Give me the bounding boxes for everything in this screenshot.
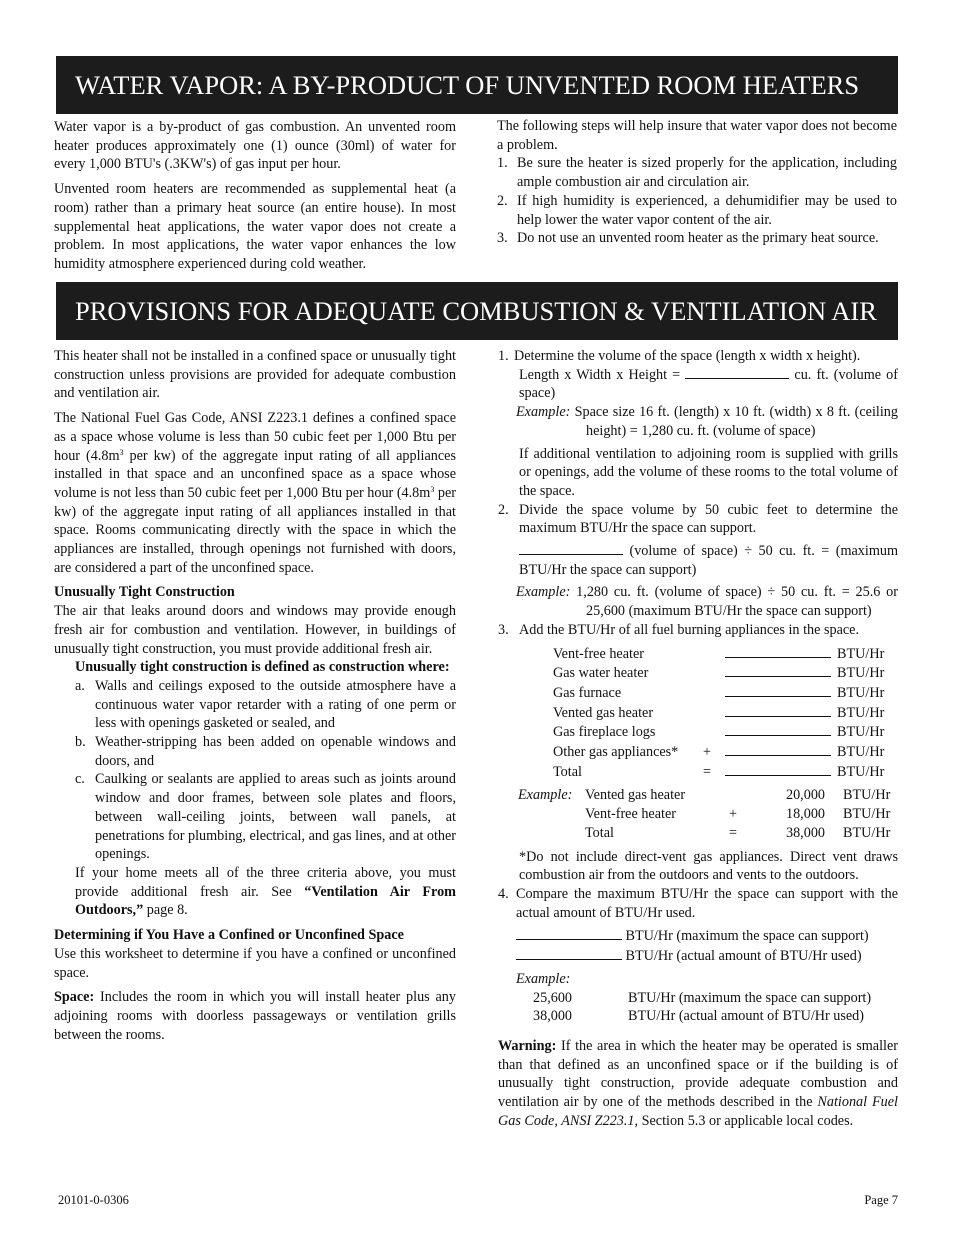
appliance-unit: BTU/Hr — [837, 724, 885, 741]
appliance-row — [553, 644, 884, 664]
appliance-operator — [703, 663, 725, 683]
worksheet-step-2: 2. Divide the space volume by 50 cubic feet to determine the maximum BTU/Hr the space can support. — [498, 501, 898, 537]
appliance-operator — [703, 644, 725, 664]
appliance-operator — [703, 703, 725, 723]
example-value: 20,000 — [785, 787, 825, 804]
example-unit: BTU/Hr — [843, 824, 891, 841]
appliance-unit: BTU/Hr — [837, 763, 885, 780]
example-unit: BTU/Hr — [843, 787, 891, 804]
example-appliance-name: Total — [585, 824, 614, 841]
appliance-name: Gas furnace — [553, 684, 622, 701]
example-appliance-name: Vented gas heater — [585, 787, 686, 804]
appliance-row — [553, 742, 884, 762]
example-row — [518, 805, 890, 824]
compare-used-line: BTU/Hr (actual amount of BTU/Hr used) — [516, 946, 898, 966]
tight-construction-definition: Unusually tight construction is defined as construction where: — [75, 659, 450, 676]
example-operator — [721, 786, 737, 805]
document-number: 20101-0-0306 — [58, 1193, 129, 1207]
appliance-name: Vented gas heater — [553, 704, 654, 721]
appliance-btu-table — [553, 644, 884, 782]
volume-blank-line — [685, 367, 789, 379]
appliance-unit: BTU/Hr — [837, 704, 885, 721]
water-vapor-steps-intro: The following steps will help insure that water vapor does not become a problem. — [497, 118, 897, 153]
example-label-cell: Example: — [518, 787, 573, 804]
example-row — [518, 786, 890, 805]
tight-construction-heading: Unusually Tight Construction — [54, 584, 235, 601]
determine-space-paragraph: Use this worksheet to determine if you have a confined or unconfined space. — [54, 945, 456, 981]
ventilation-air-reference: “Ventilation Air From Outdoors,” — [75, 883, 456, 919]
criteria-paragraph: If your home meets all of the three criteria above, you must provide additional fresh air. See “Ventilation Air From Outdoors,” page 8. — [75, 864, 456, 919]
appliance-unit: BTU/Hr — [837, 645, 885, 662]
compare-max-line: BTU/Hr (maximum the space can support) — [516, 926, 898, 946]
example-value: 38,000 — [785, 824, 825, 841]
max-btu-formula: (volume of space) ÷ 50 cu. ft. = (maximum BTU/Hr the space can support) — [519, 543, 898, 578]
worksheet-step-1: 1. Determine the volume of the space (length x width x height). — [498, 348, 861, 364]
worksheet-step-4: 4. Compare the maximum BTU/Hr the space can support with the actual amount of BTU/Hr used. — [498, 885, 898, 921]
worksheet-column — [498, 347, 898, 1130]
appliance-unit: BTU/Hr — [837, 744, 885, 761]
volume-example: Example: Space size 16 ft. (length) x 10 ft. (width) x 8 ft. (ceiling height) = 1,280 cu. ft. (volume of space) — [516, 404, 898, 439]
appliance-blank-line — [725, 762, 831, 776]
water-vapor-right-column — [497, 117, 897, 248]
appliance-example-table — [518, 786, 890, 842]
worksheet-step-3: 3. Add the BTU/Hr of all fuel burning appliances in the space. — [498, 621, 860, 638]
fuel-gas-code-paragraph: The National Fuel Gas Code, ANSI Z223.1 defines a confined space as a space whose volume is less than 50 cubic feet per 1,000 Btu per hour ($4.8m^3$ per kw) of the aggregate input rating of all appliances installed in that space and an unconfined space as a space whose volume is not less than 50 cubic feet per 1,000 Btu per hour ($4.8m^3$ per kw) of the aggregate input rating of all appliances installed in that space. Rooms communicating directly with the space in which the appliances are installed, through openings not furnished with doors, are considered a part of the unconfined space. — [54, 410, 456, 576]
appliance-blank-line — [725, 703, 831, 717]
tight-construction-paragraph: The air that leaks around doors and windows may provide enough fresh air for combustion and ventilation. However, in buildings of unusually tight construction, you must provide additional fresh air. — [54, 603, 456, 657]
appliance-row — [553, 703, 884, 723]
water-vapor-left-column — [54, 118, 456, 274]
appliance-blank-line — [725, 742, 831, 756]
appliance-row — [553, 683, 884, 703]
water-vapor-paragraph-2: Unvented room heaters are recommended as supplemental heat (a room) rather than a primary heat source (an entire house). In most supplemental heat applications, the water vapor does not create a problem. In most applications, the water vapor enhances the low humidity atmosphere experienced during cold weather. — [54, 181, 456, 272]
water-vapor-step-1: 1. Be sure the heater is sized properly for the application, including ample combustion air and circulation air. — [497, 155, 897, 191]
tight-construction-item-c: c. Caulking or sealants are applied to areas such as joints around window and door frames, between sole plates and floors, between wall-ceiling joints, between wall panels, at penetrations for plumbing, electrical, and gas lines, and at other openings. — [75, 771, 456, 863]
max-btu-blank-line — [519, 543, 623, 555]
warning-paragraph: Warning: If the area in which the heater may be operated is smaller than that defined as an unconfined space or if the building is of unusually tight construction, provide adequate combustion and ventilation air by one of the methods described in the National Fuel Gas Code, ANSI Z223.1, Section 5.3 or applicable local codes. — [498, 1037, 898, 1129]
section-title-combustion-air: PROVISIONS FOR ADEQUATE COMBUSTION & VENTILATION AIR — [56, 282, 898, 340]
max-btu-example: Example: 1,280 cu. ft. (volume of space) ÷ 50 cu. ft. = 25.6 or 25,600 (maximum BTU/Hr the space can support) — [516, 584, 898, 620]
example-label-cell — [518, 824, 585, 843]
appliance-blank-line — [725, 722, 831, 736]
example-value: 18,000 — [785, 806, 825, 823]
direct-vent-footnote: *Do not include direct-vent gas appliances. Direct vent draws combustion air from the outdoors and vents to the outdoors. — [519, 848, 898, 884]
appliance-name: Gas water heater — [553, 665, 649, 682]
combustion-left-column — [54, 347, 456, 1044]
example-row — [518, 824, 890, 843]
appliance-unit: BTU/Hr — [837, 684, 885, 701]
volume-formula: Length x Width x Height = cu. ft. (volume of space) — [519, 366, 898, 402]
appliance-operator: = — [703, 763, 712, 780]
example-operator: = — [728, 824, 737, 841]
appliance-operator — [703, 722, 725, 742]
example-operator: + — [728, 806, 737, 823]
appliance-row — [553, 722, 884, 742]
compare-lines — [498, 926, 898, 965]
appliance-blank-line — [725, 683, 831, 697]
appliance-row — [553, 663, 884, 683]
confined-space-intro: This heater shall not be installed in a confined space or unusually tight construction unless provisions are provided for adequate combustion and ventilation air. — [54, 348, 456, 402]
appliance-name: Gas fireplace logs — [553, 724, 656, 741]
appliance-row — [553, 762, 884, 782]
appliance-name: Total — [553, 763, 582, 780]
example-label-cell — [518, 805, 585, 824]
appliance-unit: BTU/Hr — [837, 665, 885, 682]
water-vapor-paragraph-1: Water vapor is a by-product of gas combustion. An unvented room heater produces approximately one (1) ounce (30ml) of water for every 1,000 BTU's (.3KW's) of gas input per hour. — [54, 119, 456, 173]
space-definition: Space: Includes the room in which you will install heater plus any adjoining rooms with doorless passageways or ventilation grills between the rooms. — [54, 989, 456, 1043]
appliance-operator: + — [703, 744, 712, 761]
example-unit: BTU/Hr — [843, 806, 891, 823]
determine-space-heading: Determining if You Have a Confined or Unconfined Space — [54, 927, 404, 944]
example-appliance-name: Vent-free heater — [585, 806, 676, 823]
compare-example: Example: 25,600 BTU/Hr (maximum the space can support) 38,000 BTU/Hr (actual amount of BTU/Hr used) — [516, 970, 872, 1025]
appliance-name: Other gas appliances* — [553, 744, 679, 761]
appliance-blank-line — [725, 644, 831, 658]
appliance-name: Vent-free heater — [553, 645, 644, 662]
water-vapor-step-2: 2. If high humidity is experienced, a dehumidifier may be used to help lower the water vapor content of the air. — [497, 192, 897, 228]
tight-construction-item-a: a. Walls and ceilings exposed to the outside atmosphere have a continuous water vapor retarder with a rating of one perm or less with openings gasketed or sealed, and — [75, 677, 456, 732]
tight-construction-item-b: b. Weather-stripping has been added on openable windows and doors, and — [75, 734, 456, 769]
section-title-water-vapor: WATER VAPOR: A BY-PRODUCT OF UNVENTED ROOM HEATERS — [56, 56, 898, 114]
water-vapor-step-3: 3. Do not use an unvented room heater as the primary heat source. — [497, 230, 879, 247]
adjoining-room-note: If additional ventilation to adjoining room is supplied with grills or openings, add the volume of these rooms to the total volume of the space. — [519, 445, 898, 499]
appliance-operator — [703, 683, 725, 703]
appliance-blank-line — [725, 663, 831, 677]
page-number: Page 7 — [864, 1193, 898, 1207]
